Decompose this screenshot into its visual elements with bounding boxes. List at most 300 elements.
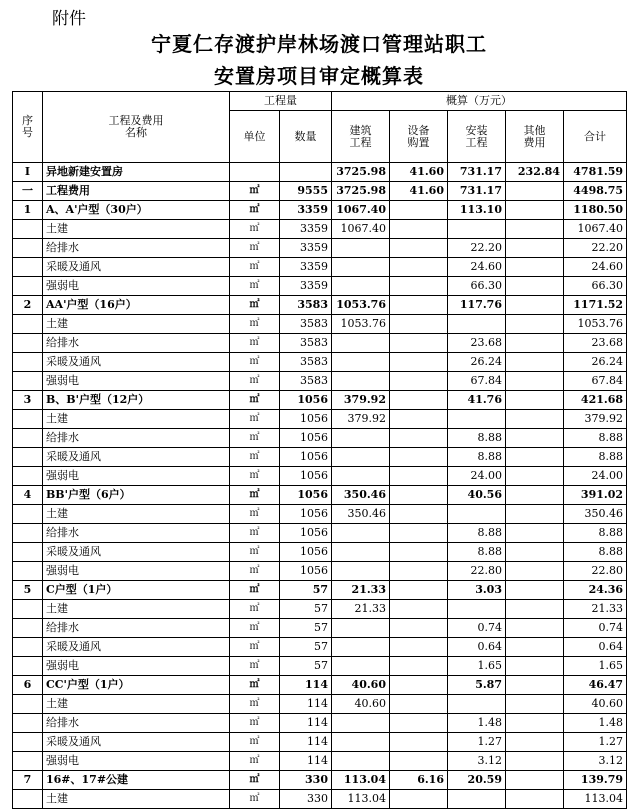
cell-total: 4498.75 — [564, 182, 627, 201]
cell-install — [448, 315, 506, 334]
cell-equipment — [390, 334, 448, 353]
cell-install: 1.48 — [448, 714, 506, 733]
cell-total: 24.36 — [564, 581, 627, 600]
cell-other — [506, 391, 564, 410]
cell-other — [506, 657, 564, 676]
cell-unit: ㎡ — [230, 752, 280, 771]
cell-qty: 1056 — [280, 410, 332, 429]
cell-equipment — [390, 581, 448, 600]
cell-unit: ㎡ — [230, 239, 280, 258]
cell-name: 工程费用 — [43, 182, 230, 201]
cell-name: 异地新建安置房 — [43, 163, 230, 182]
cell-building: 1067.40 — [332, 201, 390, 220]
cell-qty: 1056 — [280, 505, 332, 524]
cell-equipment — [390, 467, 448, 486]
cell-building: 40.60 — [332, 695, 390, 714]
cell-qty: 3583 — [280, 296, 332, 315]
cell-seq — [13, 714, 43, 733]
cell-building: 350.46 — [332, 505, 390, 524]
cell-qty: 57 — [280, 657, 332, 676]
cell-total: 8.88 — [564, 429, 627, 448]
table-row — [13, 676, 627, 695]
cell-seq: I — [13, 163, 43, 182]
cell-name: 强弱电 — [43, 467, 230, 486]
cell-building — [332, 619, 390, 638]
cell-equipment — [390, 714, 448, 733]
cell-other — [506, 334, 564, 353]
cell-seq — [13, 220, 43, 239]
document-title-line2: 安置房项目审定概算表 — [214, 64, 424, 88]
cell-seq — [13, 277, 43, 296]
cell-install: 1.27 — [448, 733, 506, 752]
table-row — [13, 486, 627, 505]
cell-other — [506, 619, 564, 638]
cell-seq: 3 — [13, 391, 43, 410]
cell-total: 8.88 — [564, 524, 627, 543]
cell-other — [506, 486, 564, 505]
cell-seq — [13, 505, 43, 524]
cell-equipment — [390, 220, 448, 239]
cell-qty: 3359 — [280, 277, 332, 296]
table-row — [13, 391, 627, 410]
cell-unit: ㎡ — [230, 315, 280, 334]
cell-seq — [13, 695, 43, 714]
cell-building — [332, 562, 390, 581]
cell-unit: ㎡ — [230, 410, 280, 429]
cell-seq — [13, 315, 43, 334]
table-row — [13, 562, 627, 581]
cell-qty: 114 — [280, 714, 332, 733]
cell-name: C户型（1户） — [43, 581, 230, 600]
cell-building — [332, 334, 390, 353]
cell-building: 113.04 — [332, 790, 390, 809]
cell-building: 1053.76 — [332, 296, 390, 315]
cell-building — [332, 429, 390, 448]
cell-total: 24.00 — [564, 467, 627, 486]
cell-seq — [13, 353, 43, 372]
header-total: 合计 — [564, 111, 627, 163]
table-row — [13, 619, 627, 638]
cell-total: 22.80 — [564, 562, 627, 581]
cell-seq — [13, 562, 43, 581]
cell-building — [332, 448, 390, 467]
cell-building — [332, 752, 390, 771]
cell-equipment — [390, 695, 448, 714]
cell-equipment — [390, 410, 448, 429]
cell-building: 3725.98 — [332, 163, 390, 182]
table-row — [13, 657, 627, 676]
cell-unit: ㎡ — [230, 790, 280, 809]
cell-other — [506, 714, 564, 733]
cell-other — [506, 220, 564, 239]
cell-equipment — [390, 448, 448, 467]
header-equipment: 设备 购置 — [390, 111, 448, 163]
cell-unit: ㎡ — [230, 524, 280, 543]
cell-seq: 1 — [13, 201, 43, 220]
table-row — [13, 543, 627, 562]
attachment-label: 附件 — [52, 9, 86, 29]
cell-install — [448, 695, 506, 714]
cell-other — [506, 448, 564, 467]
cell-other — [506, 581, 564, 600]
cell-name: 土建 — [43, 790, 230, 809]
cell-name: AA'户型（16户） — [43, 296, 230, 315]
cell-building: 21.33 — [332, 581, 390, 600]
cell-name: 16#、17#公建 — [43, 771, 230, 790]
cell-unit: ㎡ — [230, 353, 280, 372]
cell-total: 1.65 — [564, 657, 627, 676]
cell-name: B、B'户型（12户） — [43, 391, 230, 410]
cell-name: 采暖及通风 — [43, 448, 230, 467]
cell-qty: 1056 — [280, 448, 332, 467]
cell-equipment — [390, 600, 448, 619]
cell-install: 0.64 — [448, 638, 506, 657]
cell-other — [506, 790, 564, 809]
header-other: 其他 费用 — [506, 111, 564, 163]
cell-unit: ㎡ — [230, 201, 280, 220]
cell-total: 350.46 — [564, 505, 627, 524]
cell-equipment — [390, 505, 448, 524]
cell-other — [506, 410, 564, 429]
cell-qty: 3583 — [280, 315, 332, 334]
cell-seq: 7 — [13, 771, 43, 790]
cell-total: 26.24 — [564, 353, 627, 372]
cell-equipment — [390, 486, 448, 505]
cell-other — [506, 505, 564, 524]
cell-equipment — [390, 372, 448, 391]
cell-name: 土建 — [43, 695, 230, 714]
cell-equipment — [390, 201, 448, 220]
cell-equipment — [390, 676, 448, 695]
cell-install: 8.88 — [448, 524, 506, 543]
cell-other — [506, 429, 564, 448]
cell-other — [506, 201, 564, 220]
cell-name: 给排水 — [43, 524, 230, 543]
cell-qty: 3583 — [280, 334, 332, 353]
header-install: 安装 工程 — [448, 111, 506, 163]
cell-name: CC'户型（1户） — [43, 676, 230, 695]
cell-install: 8.88 — [448, 429, 506, 448]
cell-unit: ㎡ — [230, 505, 280, 524]
cell-other — [506, 467, 564, 486]
cell-equipment — [390, 657, 448, 676]
cell-total: 67.84 — [564, 372, 627, 391]
table-row — [13, 353, 627, 372]
cell-total: 4781.59 — [564, 163, 627, 182]
cell-seq — [13, 638, 43, 657]
table-row — [13, 410, 627, 429]
cell-name: 土建 — [43, 220, 230, 239]
cell-install: 113.10 — [448, 201, 506, 220]
cell-name: 采暖及通风 — [43, 543, 230, 562]
cell-name: 强弱电 — [43, 657, 230, 676]
cell-equipment — [390, 429, 448, 448]
cell-equipment — [390, 315, 448, 334]
cell-install: 3.03 — [448, 581, 506, 600]
table-row — [13, 296, 627, 315]
cell-equipment — [390, 353, 448, 372]
cell-unit: ㎡ — [230, 391, 280, 410]
cell-other — [506, 733, 564, 752]
cell-total: 1171.52 — [564, 296, 627, 315]
table-body — [13, 163, 627, 809]
cell-qty — [280, 163, 332, 182]
cell-name: 给排水 — [43, 239, 230, 258]
cell-install: 67.84 — [448, 372, 506, 391]
cell-unit: ㎡ — [230, 619, 280, 638]
cell-unit: ㎡ — [230, 334, 280, 353]
cell-other — [506, 372, 564, 391]
cell-other — [506, 771, 564, 790]
cell-install: 41.76 — [448, 391, 506, 410]
cell-install: 24.60 — [448, 258, 506, 277]
cell-qty: 3359 — [280, 239, 332, 258]
cell-seq — [13, 410, 43, 429]
cell-unit: ㎡ — [230, 714, 280, 733]
cell-seq — [13, 600, 43, 619]
cell-total: 3.12 — [564, 752, 627, 771]
cell-total: 8.88 — [564, 543, 627, 562]
cell-install: 23.68 — [448, 334, 506, 353]
cell-seq — [13, 334, 43, 353]
cell-qty: 1056 — [280, 524, 332, 543]
cell-building — [332, 353, 390, 372]
cell-name: 土建 — [43, 600, 230, 619]
cell-building — [332, 733, 390, 752]
cell-install: 1.65 — [448, 657, 506, 676]
cell-seq — [13, 448, 43, 467]
cell-seq — [13, 752, 43, 771]
cell-equipment: 41.60 — [390, 182, 448, 201]
cell-building: 350.46 — [332, 486, 390, 505]
cell-install: 40.56 — [448, 486, 506, 505]
cell-name: 强弱电 — [43, 562, 230, 581]
cell-name: 土建 — [43, 315, 230, 334]
cell-seq — [13, 429, 43, 448]
cell-equipment — [390, 277, 448, 296]
cell-unit: ㎡ — [230, 638, 280, 657]
cell-other — [506, 676, 564, 695]
table-row — [13, 220, 627, 239]
cell-seq — [13, 733, 43, 752]
cell-name: A、A'户型（30户） — [43, 201, 230, 220]
cell-other — [506, 182, 564, 201]
table-row — [13, 505, 627, 524]
cell-equipment — [390, 543, 448, 562]
cell-unit: ㎡ — [230, 258, 280, 277]
table-row — [13, 581, 627, 600]
cell-install: 24.00 — [448, 467, 506, 486]
cell-qty: 57 — [280, 600, 332, 619]
cell-building — [332, 372, 390, 391]
cell-other — [506, 296, 564, 315]
cell-building: 40.60 — [332, 676, 390, 695]
cell-name: 强弱电 — [43, 372, 230, 391]
cell-building: 379.92 — [332, 391, 390, 410]
table-row — [13, 467, 627, 486]
cell-seq — [13, 524, 43, 543]
cell-qty: 114 — [280, 676, 332, 695]
cell-total: 21.33 — [564, 600, 627, 619]
header-unit: 单位 — [230, 111, 280, 163]
cell-building — [332, 543, 390, 562]
table-row — [13, 524, 627, 543]
cell-other — [506, 600, 564, 619]
cell-install — [448, 790, 506, 809]
cell-qty: 114 — [280, 695, 332, 714]
cell-install: 731.17 — [448, 163, 506, 182]
cell-name: 采暖及通风 — [43, 638, 230, 657]
cell-unit: ㎡ — [230, 182, 280, 201]
cell-total: 379.92 — [564, 410, 627, 429]
cell-unit: ㎡ — [230, 695, 280, 714]
cell-unit: ㎡ — [230, 543, 280, 562]
table-row — [13, 600, 627, 619]
cell-equipment — [390, 752, 448, 771]
cell-equipment: 41.60 — [390, 163, 448, 182]
cell-unit: ㎡ — [230, 581, 280, 600]
cell-unit: ㎡ — [230, 277, 280, 296]
cell-building — [332, 524, 390, 543]
cell-install: 117.76 — [448, 296, 506, 315]
cell-total: 40.60 — [564, 695, 627, 714]
cell-qty: 1056 — [280, 562, 332, 581]
table-row — [13, 752, 627, 771]
cell-equipment — [390, 638, 448, 657]
cell-install — [448, 600, 506, 619]
cell-qty: 1056 — [280, 467, 332, 486]
cell-total: 421.68 — [564, 391, 627, 410]
estimate-table — [12, 91, 627, 809]
cell-qty: 3583 — [280, 372, 332, 391]
table-row — [13, 277, 627, 296]
header-building: 建筑 工程 — [332, 111, 390, 163]
cell-name: 给排水 — [43, 334, 230, 353]
cell-unit: ㎡ — [230, 676, 280, 695]
cell-other — [506, 315, 564, 334]
cell-qty: 114 — [280, 733, 332, 752]
cell-install: 8.88 — [448, 543, 506, 562]
cell-building — [332, 258, 390, 277]
cell-qty: 57 — [280, 581, 332, 600]
cell-qty: 330 — [280, 790, 332, 809]
cell-install: 20.59 — [448, 771, 506, 790]
cell-other — [506, 695, 564, 714]
cell-total: 66.30 — [564, 277, 627, 296]
cell-unit: ㎡ — [230, 657, 280, 676]
cell-equipment — [390, 790, 448, 809]
table-row — [13, 638, 627, 657]
cell-unit: ㎡ — [230, 771, 280, 790]
cell-equipment — [390, 258, 448, 277]
cell-building: 21.33 — [332, 600, 390, 619]
cell-equipment — [390, 619, 448, 638]
cell-seq: 6 — [13, 676, 43, 695]
cell-seq: 一 — [13, 182, 43, 201]
cell-qty: 3359 — [280, 258, 332, 277]
cell-seq: 2 — [13, 296, 43, 315]
cell-qty: 3359 — [280, 220, 332, 239]
cell-install: 5.87 — [448, 676, 506, 695]
cell-qty: 3359 — [280, 201, 332, 220]
cell-other — [506, 752, 564, 771]
cell-install: 66.30 — [448, 277, 506, 296]
cell-other — [506, 638, 564, 657]
cell-qty: 1056 — [280, 391, 332, 410]
cell-name: 给排水 — [43, 714, 230, 733]
table-row — [13, 239, 627, 258]
cell-equipment — [390, 296, 448, 315]
cell-total: 8.88 — [564, 448, 627, 467]
cell-name: 土建 — [43, 410, 230, 429]
cell-other — [506, 353, 564, 372]
cell-total: 1067.40 — [564, 220, 627, 239]
cell-install: 0.74 — [448, 619, 506, 638]
table-row — [13, 372, 627, 391]
cell-qty: 1056 — [280, 486, 332, 505]
cell-qty: 9555 — [280, 182, 332, 201]
cell-install: 26.24 — [448, 353, 506, 372]
cell-total: 46.47 — [564, 676, 627, 695]
table-row — [13, 201, 627, 220]
cell-building — [332, 638, 390, 657]
cell-install: 731.17 — [448, 182, 506, 201]
cell-total: 1180.50 — [564, 201, 627, 220]
cell-name: BB'户型（6户） — [43, 486, 230, 505]
cell-qty: 114 — [280, 752, 332, 771]
table-row — [13, 163, 627, 182]
cell-total: 23.68 — [564, 334, 627, 353]
cell-building: 1053.76 — [332, 315, 390, 334]
cell-unit: ㎡ — [230, 600, 280, 619]
cell-other — [506, 543, 564, 562]
table-row — [13, 334, 627, 353]
header-qty: 数量 — [280, 111, 332, 163]
cell-install: 3.12 — [448, 752, 506, 771]
cell-name: 土建 — [43, 505, 230, 524]
cell-qty: 330 — [280, 771, 332, 790]
cell-building — [332, 277, 390, 296]
cell-other — [506, 239, 564, 258]
header-estimate-group: 概算（万元） — [332, 92, 627, 111]
table-row — [13, 714, 627, 733]
cell-other: 232.84 — [506, 163, 564, 182]
table-row — [13, 182, 627, 201]
cell-qty: 57 — [280, 638, 332, 657]
cell-name: 强弱电 — [43, 277, 230, 296]
header-name: 工程及费用 名称 — [43, 92, 230, 163]
cell-total: 139.79 — [564, 771, 627, 790]
table-row — [13, 448, 627, 467]
cell-building — [332, 467, 390, 486]
cell-building — [332, 714, 390, 733]
cell-equipment — [390, 391, 448, 410]
table-row — [13, 771, 627, 790]
header-quantity-group: 工程量 — [230, 92, 332, 111]
cell-qty: 1056 — [280, 429, 332, 448]
table-row — [13, 315, 627, 334]
cell-seq: 5 — [13, 581, 43, 600]
cell-qty: 3583 — [280, 353, 332, 372]
cell-install — [448, 410, 506, 429]
cell-qty: 1056 — [280, 543, 332, 562]
cell-total: 391.02 — [564, 486, 627, 505]
cell-other — [506, 258, 564, 277]
cell-install — [448, 505, 506, 524]
table-row — [13, 790, 627, 809]
cell-seq — [13, 543, 43, 562]
cell-seq — [13, 258, 43, 277]
